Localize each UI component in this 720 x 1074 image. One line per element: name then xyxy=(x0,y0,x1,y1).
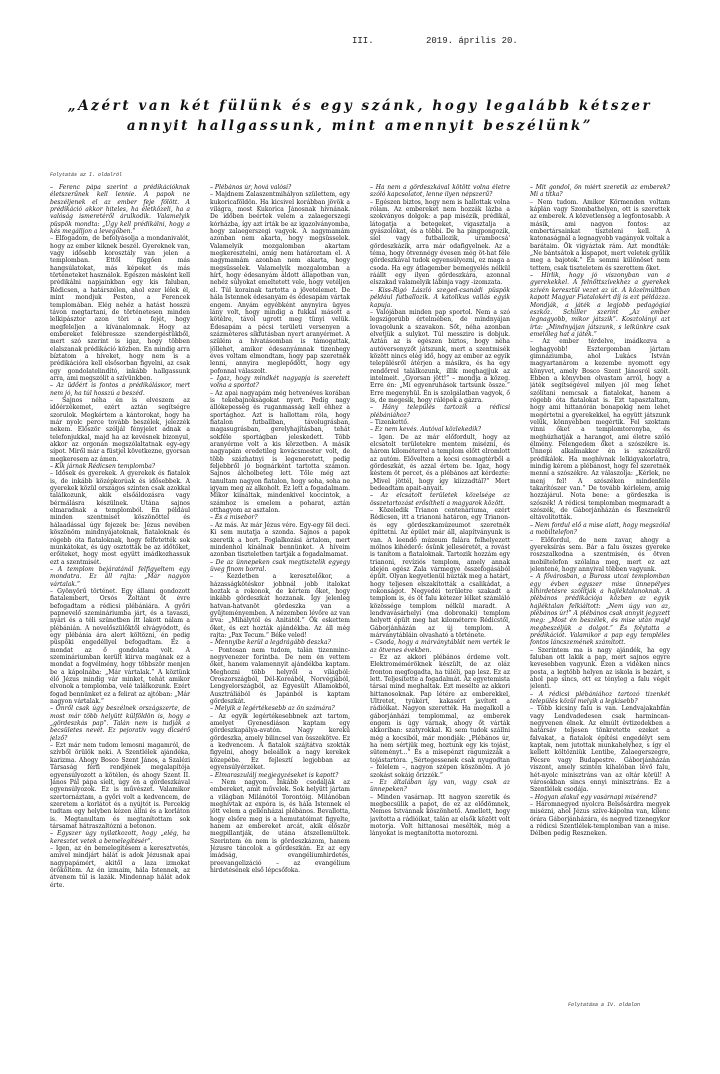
interview-answer: – Tizenkettő. xyxy=(370,419,409,426)
interview-answer: – Háromnegyed nyolcra Belsősárdra megyek misézni, ahol Jézus szíve-kápolna van, kilenc órára Gáborjánházára, és negyed tizenegykor a rédicsi Szentlélek-templomban van a mise. Délben pedig Reszneken. xyxy=(530,800,670,838)
interview-answer: – Ez az akkori plébános érdeme volt. Elektroméméröknek készült, de az oláz fronton megfogadta, ha túléli, pap lesz. Ez az lett. Teljesítette a fogadalmát. Az egyetemista társai mind meghaltak. Ezt mesélte az akkori hittanosoknak. Pap létére az emberekkel, Ultretet, tyúkért, kakasért javított a rádióikat. Nagyon szerették. Ha megalkoll a gáborjánházi templommal, az emberek engem is úgy várnak, ahogy őt várták akkoriban: szatyrokkal. Ki sem tudok szállni még a kocsiból, már mondják: „Plébános úr, ha nem sértjük meg, hoztunk egy kis tojást, süteményt...” És a misepénzt rágumizzák a tojástartóra. „Sértegessenek csak nyugodtan – felelem –, nagyon szépen köszönöm. A jó szokást sokáig őrizzék.” xyxy=(370,654,510,779)
interview-question: – A fővárosban, a Buross utcai templomban egy évben egyszer mise ünnepélyes kihirdetésre szólítják a hajléktalanoknak. A plébános prédikációja közben az egyik hajléktalan felkiáltott: „Nem úgy van az, plébános úr!” A plébános csak annyit jegyzett meg: „Most én beszélek, és mise után majd megbeszéljük a dolgot.” És folytatta a prédikációt. Valamikor a pap egy templéles fontos láncszemének számított. xyxy=(530,573,670,647)
interview-answer: – Egészen biztos, hogy nem is hallottak volna rólam. Az embereket nem hozzák lázba a szokványos dolgok: a pap misézik, prédikál, látogatja a betegeket, vigasztalja a gyászolókat, és a többi. De ha pingpongozik, síel vagy futballozik, urambocsá' gördeszkázik, arra már odafigyelnek. Az a téma, hogy ötvennégy évesen még öt-hat féle gördeszkával tudok egyensúlyozni, ez maga a csoda. Ha egy átlagember bemegyelés nélkül ráállt egy ilyen gördeszkára, azonnal elszakad valamelyik lábinja vagy -izomzata. xyxy=(370,198,510,287)
continued-from-note: Folytatás az I. oldalról xyxy=(50,172,123,178)
article-headline: „Azért van két fülünk és egy szánk, hogy legalább kétszer annyit hallgassunk, mint amennyit beszélünk” xyxy=(67,98,653,134)
interview-answer: – Nem nagyon. Inkább csodálják az embereket, amit művelek. Sok helyütt jártam a világban Milánótól Torontóig. Milánóban meghívtak az expóra is, és hála Istennek el jött velem a gellénházai plébános. Bevallotta, hogy elsőre meg is a hemutatóimat figyelte, hanem az embereket arcát, akik először megpillantják, de utána átszellemültek. Szerintem én nem is gördeszkázom, hanem Jézusre táncolok a gördeszkán. Ez az egy imádság, evangéliumhirdetés, preevangelizáció – az evangélium hirdetésének első lépcsőfoka. xyxy=(210,778,350,874)
interview-question: – És a misebor? xyxy=(210,514,258,522)
interview-answer: – Az ember térdelve, imádkozva a leghagyobb! Esztergomban jártam gimnáziumba, ahol Lukács István magyartanárom a kezembe nyomott egy könyvet, amely Bosco Szent Jánosról szólt. Ebben a könyvben olvastam arról, hogy a játék segítségével milyen jól meg lehet szólítani nemcsak a fiatalokat, hanem a régebb óta fiatalokat is. Ezt tapasztaltam, hogy ami hittanórán bonapokig nem lehet megértetni a gyerekekkel, ha együtt játszunk velük, könnyebben megértik. Fel szoktam vinni őket a templomtoronyba, és meghúzhatják a harangot, ami életre szóló élmény. Felengedem őket a szószékre is. Ünnepi alkalmakkor én is szószékről prédikálok. Ha meghívnak lelkigyakorlatra, mindig kérem a plébánost, hogy fel szeretnék menni a szószékre. Az válaszolja: „Kérlek, ne menj fel! A szószéken mindenféle takarítószer van.” De tovább kérlelem, amig hozzájárul. Nota bene: a gördeszka is szószék! A rédicsi templomban megmaradt a szószék, de Gáborjánházán és Resznekről eltávolították. xyxy=(530,338,670,522)
page-number: III. xyxy=(352,36,374,46)
interview-question: – Hogyan alakul egy vasárnapi misérend? xyxy=(530,793,657,801)
interview-answer: – Valójában minden pap sportol. Nem a szó legszigorúbb értelmében, de mindnyájan lovagolunk a szavakon. Sőt, néha azonban elvetjük a sulykot. Túl messzire is dobjuk. Aztán az is egészen biztos, hogy néha autóversenyzőt játszunk, mert a szentmisék között nincs elég idő, hogy az ember az egyik településről átérjen a másikra, és ha egy rendőrrel találkozunk, illik meghagjjuk az intelmeit. „Gyorsan jött!” – mondja a közeg. Erre én: „Mi egyenruhások tartsunk össze.” Erre megenyhül. Én is szolgálatban vagyok, ő is, de megesik, hogy rálépek a gázra. xyxy=(370,308,510,404)
interview-question: – A templom bejáratánál felfigyeltem egy mondatra. Ez áll rajta: „Már nagyon vártalak.” xyxy=(50,565,190,588)
interview-answer: – Az egyik legértékesebbnek azt tartom, amelyet Gyenesdiáson kaptam egy gördeszkapálya-avatón. Nagy kerekű gördeszka, amely bilincsel van összekötve. Ez a kedvencem. A fiatalok szájtátva szokták figyelni, ahogy beleállok a nagy kerekek közepébe. Ez fejlesztí legjobban az egyensúlyérzéket. xyxy=(210,712,350,772)
interview-answer: – Nem tudom. Amikor Körmenden voltam káplán vagy Szombathelyen, ott is szerettek az emberek. A közvetlenség a legfontosabb. A másik, ami nagyon fontos: az embertársainkat tiszteleni kell. A katonaságnál a legnagyobb vagányok voltak a barátaim. Ők vigyáztak rám. Azt mondták: „Ne bántsátok a kispapot, mert veletek gyűlik meg a bajotok.” Én semmi különöset nem tettem, csak tiszteletem és szerettem őket. xyxy=(530,198,670,272)
interview-question: – De az ünnepeken csak megtisztelik egyegy üveg finom borral. xyxy=(210,558,350,573)
interview-question: – Önről csak úgy beszélnek országszerte, de most már több helyütt külföldön is, hogy a „gördeszkás pap”. Talán nem is tudják a becsületes nevét. Ez pejoratív vagy dicsérő jelző? xyxy=(50,705,190,742)
interview-question: – Ez nem kevés. Autóval közlekedik? xyxy=(370,426,482,434)
text-column-2 xyxy=(210,184,350,1004)
interview-question: – Melyik a legértékesebb az ön számára? xyxy=(210,705,335,713)
interview-question: – Ez általában így van, vagy csak az ünnepeken? xyxy=(370,778,510,794)
interview-answer: – Kezdetben a keresztelőkor, a házasságkötéskor jobbnál jobb italokat hoztak a rokonok, de kértem őket, hogy inkább gördeszkát hozzanak. Így jelenleg hatvan-hatvanöt gördeszka van a gyűjteményemben. A nézemben lévőre az van írva: „Mihálytól és Anitától.” Ők eskettem őket, és ezt hozták ajándékba. Az áll még rajta: „Pax Tecum.” Béke veled! xyxy=(210,573,350,639)
interview-question: – Az elcsatolt területek közelsége az összetartozást erősítheti a magyarok között. xyxy=(370,492,510,507)
interview-answer: – Az más. Az már Jézus vére. Egy-egy fél deci. Ki sem mutatja a szonda. Sajnos a papok szeretik a bort. Foglalkozási ártalom, mert mindenhol kínálnak bennünket. A híveim azonban tiszteletben tartják a fogadalmamat. xyxy=(210,521,350,559)
interview-question: – Elmaraszulálj megjegyzéseket is kapott? xyxy=(210,771,339,779)
interview-question: – Egyszer úgy nyilatkozott, hogy „elég, ha keresztet vetek a bemelegítésér”. xyxy=(50,830,190,845)
interview-answer: – Elfogadom, de befolyásolja a mondanivalót, hogy az ember kiknek beszél. Gyereknek van, vagy idősebb korosztály van jelen a templomban. Ettől függően más hangsúlatokat, más képeket és más történeteket használok. Egészen másként kell prédikálni napjainkban egy kis faluban, Rédicsen, a határszélen, ahol ezer lélek él, mint mondjuk Pesten, a Ferencek templomában. Elég nehéz a hatást hosszú távon megtartani, de történetesen minden lelkipásztor azon töri a fejét, hogy megfeleljen a kívánalomnak. Hogy az embereket felébressze szendergéstükből, mert szó szerint is igaz, hogy többen elalszanak prédikáció közben. En mindig arra bíztatom a híveket, hogy nem is a prédikációra kell elsősorban figyelni, az csak egy gondolatelindító, inkább hallgassunk arra, ami megszólít a szívünkben. xyxy=(50,235,190,382)
interview-answer: – Idősek és gyerekek. A gyerekek és fiatalok is, de inkább középkorúak és idősebbek. A gyerekek közül országos szinten csak azokkal találkozunk, akik elsőáldozásra vagy bérmálásra készülnek. Utána sajnos elmaradnak a templomból. En például minden szentmisét köszönöttel és hálaadással úgy fejezek be: Jézus nevében köszönöm mindnyájatoknak, fiataloknak és régebb óta fiataloknak, hogy felfetették sok munkátokat, és úgy osztották be az időtöket, erőiteket, hogy most együtt imádkozhassuk ezt a szentmisét. xyxy=(50,470,190,566)
interview-question: – Mit gondol, ön miért szeretik az emberek? Mi a titka? xyxy=(530,184,670,199)
interview-answer: – Szerintem ma is nagy ajándék, ha egy faluban ott lakik a pap, mert sajnos egyre kevesebben vagyunk. Ezen a vidéken nincs posta, a legtöbb helyen az iskola is bezárt, s ahol pap sincs, ott ez tényleg a falu végét jelenti. xyxy=(530,646,670,691)
interview-answer: – Több kicsiny falu is van. Lendvajakabfán vagy Lendvadedesen csak harmincan-negyvenen élnek. Az elmúlt évtizedekben a határsáv teljesen tönkretette ezeket a falvakat, a fiatalok építési engedélyt sem kaptak, nem jutottak munkahelyhez, s így el kellett költözniük Lentibe, Zalaegerszegre, Pécsre vagy Budapestre. Gáborjánházán viszont, amely szintén kihalóban lévő falu, hét-nyolc minisztráns van az oltár körül! A városokban sincs ennyi minisztráns. Ez a Szentlélek csodája. xyxy=(530,705,670,794)
interview-question: – Csoda, hogy a márványtáblát nem verték le az ötvenes években. xyxy=(370,639,510,654)
interview-answer: – Az apai nagyapám még hetvenéves korában is tekebajnokságokat nyert. Pedig nagy állókepesség és ruganmasság kell ehhez a sportághoz. Azt is hallottam róla, hogy fiatalon futballban, távolugrásban, magasugrásban, gerelyhajításban, tehát sokféle sportágban jeleskedett. Több aranyérme volt a kis körzetben. A másik nagyapám eredetileg kovácsmester volt, de több százhatnyi is legeneretett, pedig feljebbről jó bognárként tartotta számon. Sajnos álcholbeteg lett. Tőle még azt tanultam nagyon fiatalon, hogy soha, soha ne igyam meg az alkoholt. Ez lett a fogadalmam. Mikor kiináltak, mindenkivel koccintok, a számhoz is emelem a poharat, aztán otthagyom az asztalon. xyxy=(210,389,350,515)
interview-question: – Az üdőért is fontos a prédikálásкor, mert nem jó, ha túl hosszú a beszéd. xyxy=(50,382,190,397)
interview-question: – Hány település tartozik a rédicsi plébániához? xyxy=(370,404,510,419)
interview-question: – A rédicsi plébániához tartozó tizenkét település közül melyik a legkisebb? xyxy=(530,690,670,706)
text-column-3 xyxy=(370,184,510,1004)
continued-on-note: Folytatása a IV. oldalon xyxy=(568,1002,641,1008)
interview-answer: – Minden vasárnap. Itt nagyon szeretik és megbecsülik a papot, de ez az elődömnek, Nemes Istvánnak köszönhető. Amellett, hogy javította a rádióikat, talán az elsők között volt motorja. Volt hittanosai mesélték, még a lányokat is megtanította motorozni. xyxy=(370,793,510,838)
interview-question: – Nem fordul elő a mise alatt, hogy megszólal a mobiltelefon? xyxy=(530,521,670,537)
interview-answer: – Sajnos néha én is elveszem az időérzékemet, ezért aztán segítségre szorulok. Megkértem a kántorokat, hogy ha már nyolc perce tovább beszélek, jelezzék nekem. Először szóljál fényjelet adnak a telefonjukkal, majd ha az kevésnek bizonyul, akkor az orgonán megszólaltatnak egy-egy sípot. Miről már a füstjel következne, gyorsan megkeresem az ámen. xyxy=(50,396,190,463)
interview-answer: – Igen, az én bemelegítésem a keresztvetés, amivel mindjárt hálát is adok Jézusnak apai nagypapámért, akitől a laza izmokat örököltem. Az én izmaim, hála Istennek, az átvenem túl is lazák. Mindennap hálát adok érte. xyxy=(50,844,190,889)
interview-answer: – Előfordul, de nem zavar, ahogy a gyereksírás sem. Bár a falu összes gyereke roszszalkodna a szentmisén, és ötven mobiltelefon szólalna meg, mert ez azt jelentené, hogy annyival többen vagyunk. xyxy=(530,536,670,573)
interview-answer: – Ezt már nem tudom lemosni magamról, de szívből örülök neki. A Szentlélek ajándéka, karizma. Ahogy Bosco Szent János, a Szalézi Társaság férfi rendjének megalapítója egyensúlyozott a kötélen, és ahogy Szent II. János Pál pápa síelt, úgy én a gördeszkával egyensúlyozok. Ez is művészet. Valamikor szertornáztam, a győri volt a kedvencem, de szeretem a korlátot és a nyújtót is. Percekig tudtam egy helyben kézen állni és a korláton is. Megtanultam és megtanítottam sok társamat hátraszaltózni a betonon. xyxy=(50,742,190,830)
article-body xyxy=(50,184,680,1004)
interview-question: – Plébános úr, hová valósi? xyxy=(210,184,292,191)
interview-question: – Kik járnak Rédicsen templomba? xyxy=(50,463,156,471)
issue-date: 2019. április 20. xyxy=(426,36,518,46)
page-header xyxy=(0,36,720,50)
text-column-4 xyxy=(530,184,670,1004)
interview-question: – Ha nem a gördeszkával kötött volna életre szóló kapcsolatot, lenne ilyen népszerű? xyxy=(370,184,510,199)
interview-answer: – Pontosan nem tudom, talán tizenminc-negyvenezer forintba. De nem én vettem őket, hanem valamennyit ajándékba kaptam. Meghozni több helyről a világból: Oroszországból, Dél-Koreából, Norvégiából, Lengyelországból, az Egyesült Államokból, Ausztráliából és Japánból is kaptam gördeszkát. xyxy=(210,646,350,706)
interview-question: – Ferenc pápa szerint a prédikációknak életszerűnek kell lenniе. A papok ne beszéljenek el az ember feje fölött. A prédikáció akkor hiteles, ha életközeli, ha a valóság ismeretéről árulkodik. Valamelyik püspök mondta: „Úgy kell prédikálni, hogy a kés megálljon a levegőben.” xyxy=(50,184,190,236)
text-column-1 xyxy=(50,184,190,1004)
interview-answer: – Gyönyörű történet. Egy állami gondozott fiatalembert, Orsós Zoltánt öt évre befogadtam a rédicsi plébániára. A győri papnevelő szemináriumba járt, és a tavaszi, nyári és a téli szünetben itt lakott nálam a plébánián. A nevelőszülőktől elvágyódott, és egy plébánia ára alert költözni, én pedig püspöki engedéllyel befogadtam. Ez a mondat az ő gondolata volt. A szemináriumban került kiirva magának ez a mondat a fogvélmény, hogy többször menjen be a kápolnába: „Már vártalak.” A köztünk élő Jézus mindig vár minket, tehát amikor elvonok a templomba, velé találkozunk. Ezért fogad bennünket ez a felirat az ajtóban: „Már nagyon vártalak.” xyxy=(50,587,190,706)
interview-answer: – Majdnem Zalaszentmihályon születtem, egy kukoricaföldön. Ha kicsivel korábban jövök a világra, most Kukorica Jánosnak hívnának. De időben beértek velem a zalaegerszegi kórházba, így azt írták be az igazolványomba, hogy zalaegerszegi vagyok. A nagymamám azonban nem akarta, hogy megsüsselek. Valamelyik mozgalomban akartam megkeresztelni, amíg nem határoztam el. A nagymamám azonban nem akarta, hogy megsüsselek. Valamelyik mozgalomban a hírt, hogy édesanyám áldott állapotban van, nehéz súlyokat emeltetett vele, hogy vetéljen el. Túl korainak tartotta a jövetelemet. De hála Istennek édesanyám és édesapám vártak engem. Anyám egyébként anynyira ügyes lány volt, hogy mindig a fukkal másott a kötélre, távol ugrott meg tünyi velük. Édesapám a pécsi területi versenyen a százméteres síkfutásban nyert aranyérmet. A szülém a hívatásomban is támogattak, jöllehet, amikor édesanyámnak tizenhegy éves voltam elmondtam, hogy pap szeretnék lenni, annyira meglepődött, hogy egy pofonnal válaszolt. xyxy=(210,191,350,375)
interview-answer: – Közeledik Trianon centenáriuma, ezért Rédicsen, itt a trianoni határon, egy Trianon- és egy gördeszkamúzeumot szeretnék építtetni. Az épület már áll, alapítványunk is van. A leendő múzeum falára felhelyezett mólnos kihéderő: ősünk jelleséretét, a rovást is tanítom a fiataloknak. Tartozik hozzám egy trianoni, revíziós templom, amely annak idején egész Zala vármegye összefogásából épült. Olyan kegyetlenül húzták meg a határt, hogy teljesen elszakították a csalikádat, a rokonságot. Negyedéi területre szakadt a templom is, és öt falu kétezer lélket számláló közössége templom nélkül maradt. A lendvavásárhelyi (ma dobronaki) templom helyett épült meg hat kilométerre Rédicstől, Gáborjánházán az új templom. A márványtábláin olvasható a története. xyxy=(370,507,510,639)
interview-question: – Igaz, hogy mindkét nagyapja is szeretett volna a sportot? xyxy=(210,374,350,390)
interview-answer: – Igen. De az már előfordult, hogy az elcsatolt területekre mentem misézni, és három kilométerrel a templom előtt elromlott az autóm. Előveltem a kocsi csomagtérből a gördeszkát, és azzal értem be. Igaz, hogy késtem öt percet, és a plébános azt kérdezte: „Mivel jöttél, hogy így kiizzadtál?” Mert bedeadtam apait-anyait. xyxy=(370,433,510,493)
interview-question: – Kiss-Rigó László szeged-csanádi püspök például futballozik. A katolikus vallás egyik kapuja. xyxy=(370,286,510,309)
interview-question: – Hírlik, hogy jó viszonyban van a gyerekekkel. A felnőttszívekhez a gyerekek szívén keresztül vezet az út. A közelmúltban kapott Magyar Fiatalokért díj is ezt példázza. Mondják, a játék a legjobb pedagógiai eszköz. Schiller szerint „Az ember legnagyobb, mikor játszik”. Kosztolányi azt írta: „Mindnyájan játszunk, s lelkünkre csak emelőleg hat a játék.” xyxy=(530,272,670,338)
interview-question: – Mennyibe kerül a legdrágább deszka? xyxy=(210,639,331,647)
